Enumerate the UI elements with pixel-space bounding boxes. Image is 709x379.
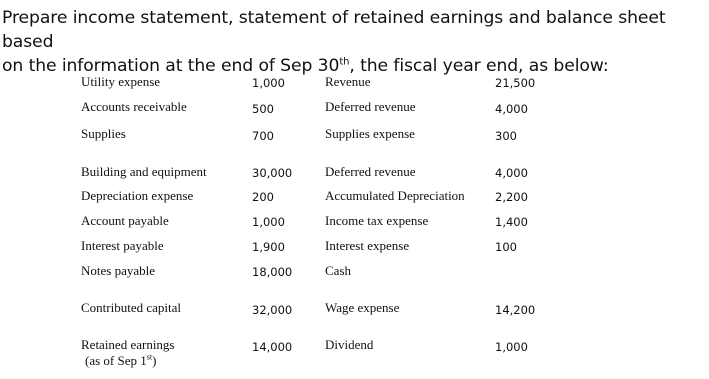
left-account-label: Interest payable xyxy=(81,238,164,253)
left-account-label: Notes payable xyxy=(81,263,156,278)
heading-line-1: Prepare income statement, statement of retained earnings and balance sheet based xyxy=(2,8,666,52)
left-account-value: 1,000 xyxy=(252,76,285,90)
right-account-label: Deferred revenue xyxy=(325,99,416,114)
left-account-value: 18,000 xyxy=(252,265,293,279)
left-account-value: 32,000 xyxy=(252,303,293,317)
right-account-value: 14,200 xyxy=(495,303,536,317)
right-account-label: Interest expense xyxy=(325,238,410,253)
left-account-value: 30,000 xyxy=(252,166,293,180)
right-account-label: Cash xyxy=(325,263,351,278)
right-account-label: Accumulated Depreciation xyxy=(325,188,465,203)
left-account-value: 14,000 xyxy=(252,340,293,354)
right-account-value: 4,000 xyxy=(495,102,528,116)
right-account-value: 300 xyxy=(495,129,517,143)
left-account-label: Retained earnings xyxy=(81,337,175,352)
right-account-value: 2,200 xyxy=(495,190,528,204)
right-account-value: 1,000 xyxy=(495,340,528,354)
right-account-label: Dividend xyxy=(325,337,374,352)
left-account-value: 700 xyxy=(252,129,274,143)
left-account-label: Supplies xyxy=(81,126,126,141)
left-account-value: 1,900 xyxy=(252,240,285,254)
heading-line-2-start: on the information at the end of Sep 30 xyxy=(2,56,340,76)
left-account-label: Account payable xyxy=(81,213,169,228)
right-account-label: Wage expense xyxy=(325,300,400,315)
right-account-value: 100 xyxy=(495,240,517,254)
left-account-label: Depreciation expense xyxy=(81,188,194,203)
left-account-label: Utility expense xyxy=(81,74,161,89)
left-account-value: 500 xyxy=(252,102,274,116)
right-account-label: Deferred revenue xyxy=(325,164,416,179)
right-account-label: Revenue xyxy=(325,74,371,89)
instructions-heading xyxy=(2,6,707,78)
right-account-value: 21,500 xyxy=(495,76,536,90)
right-account-label: Income tax expense xyxy=(325,213,429,228)
left-account-label: Contributed capital xyxy=(81,300,182,315)
left-account-label: Building and equipment xyxy=(81,164,207,179)
right-account-label: Supplies expense xyxy=(325,126,415,141)
retained-note-end: ) xyxy=(152,353,157,368)
heading-line-2-end: , the fiscal year end, as below: xyxy=(349,56,609,76)
left-account-label: Accounts receivable xyxy=(81,99,187,114)
right-account-value: 1,400 xyxy=(495,215,528,229)
retained-note-ordinal-suffix: st xyxy=(146,352,153,362)
retained-earnings-date-note xyxy=(85,353,156,369)
retained-note-start: (as of Sep 1 xyxy=(85,353,147,368)
left-account-value: 200 xyxy=(252,190,274,204)
right-account-value: 4,000 xyxy=(495,166,528,180)
left-account-value: 1,000 xyxy=(252,215,285,229)
heading-ordinal-suffix: th xyxy=(339,56,350,68)
